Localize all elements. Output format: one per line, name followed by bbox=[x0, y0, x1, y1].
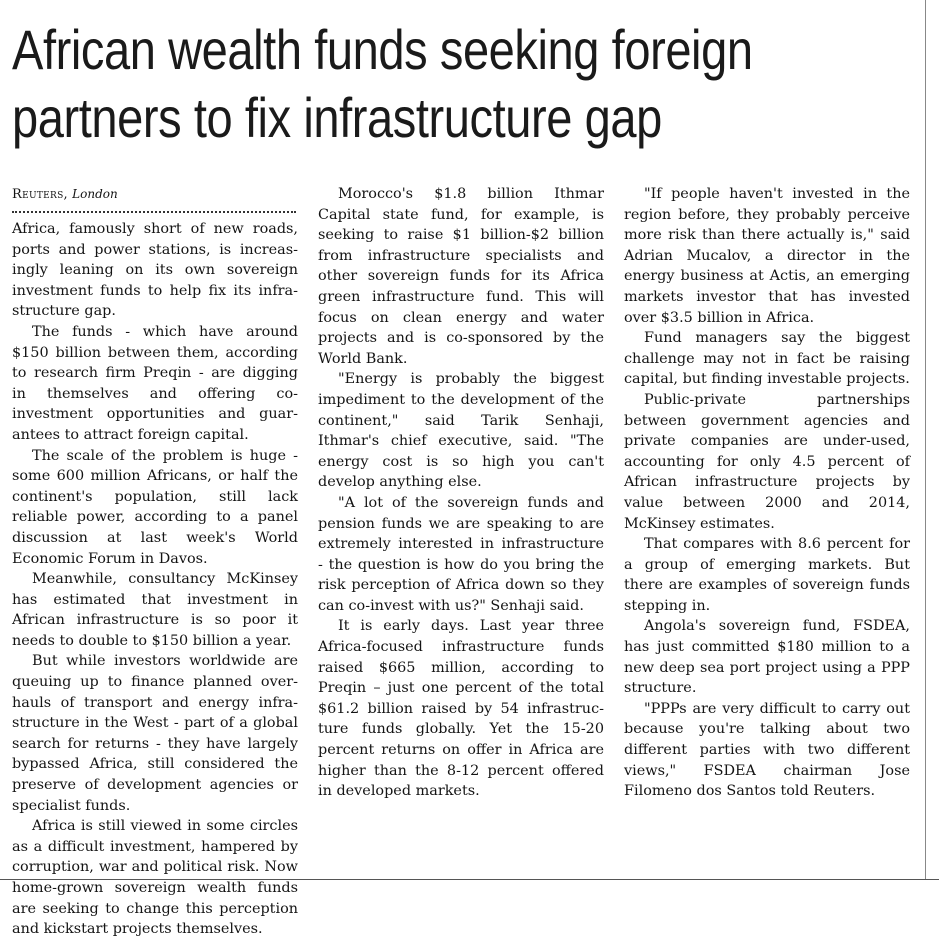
paragraph: It is early days. Last year three Africa-focused infrastructure funds raised $665 million, according to Preqin – just one percent of the total $61.2 billion raised by 54 infrastructure funds globally. Yet the 15-20 percent returns on offer in Africa are higher than the 8-12 percent offered in developed markets. bbox=[318, 618, 604, 800]
paragraph: "A lot of the sovereign funds and pension funds we are speaking to are extremely interested in infrastructure - the question is how do you bring the risk perception of Africa down so they can co-invest with us?" Senhaji said. bbox=[318, 494, 604, 614]
paragraph: But while investors worldwide are queuing up to finance planned overhauls of transport and energy infrastructure in the West - part of a global search for returns - they have largely bypassed Africa, still considered the preserve of development agencies or specialist funds. bbox=[12, 653, 298, 814]
paragraph: Africa, famously short of new roads, ports and power stations, is increasingly leaning on its own sovereign investment funds to help fix its infrastructure gap. bbox=[12, 221, 298, 320]
headline bbox=[12, 16, 919, 152]
paragraph: "Energy is probably the biggest impediment to the development of the continent," said Tarik Senhaji, Ithmar's chief executive, said. "The energy cost is so high you can't develop anything else. bbox=[318, 371, 604, 491]
column-3 bbox=[624, 184, 910, 802]
paragraph: The funds - which have around $150 billion between them, according to research firm Preqin - are digging in themselves and offering co-investment opportunities and guarantees to attract foreign capital. bbox=[12, 323, 298, 443]
column-2 bbox=[318, 184, 604, 802]
paragraph: Morocco's $1.8 billion Ithmar Capital state fund, for example, is seeking to raise $1 billion-$2 billion from infrastructure specialists and other sovereign funds for its Africa green infrastructure fund. This will focus on clean energy and water projects and is co-sponsored by the World Bank. bbox=[318, 186, 604, 367]
headline-line-2: partners to fix infrastructure gap bbox=[12, 86, 662, 149]
paragraph: That compares with 8.6 percent for a group of emerging markets. But there are examples of sovereign funds stepping in. bbox=[624, 536, 910, 614]
byline-city: London bbox=[72, 187, 118, 201]
byline-agency: Reuters, bbox=[12, 187, 68, 202]
paragraph: The scale of the problem is huge - some 600 million Africans, or half the continent's population, still lack reliable power, according to a panel discussion at last week's World Economic Forum in Davos. bbox=[12, 447, 298, 567]
headline-line-1: African wealth funds seeking foreign bbox=[12, 18, 753, 81]
column-1 bbox=[12, 184, 298, 940]
paragraph: "PPPs are very difficult to carry out because you're talking about two different parties with two different views," FSDEA chairman Jose Filomeno dos Santos told Reuters. bbox=[624, 700, 910, 800]
bottom-rule bbox=[0, 879, 939, 880]
paragraph: Meanwhile, consultancy McKinsey has estimated that investment in African infrastructure is so poor it needs to double to $150 billion a year. bbox=[12, 571, 298, 649]
paragraph: "If people haven't invested in the region before, they probably perceive more risk than there actually is," said Adrian Mucalov, a director in the energy business at Actis, an emerging markets investor that has invested over $3.5 billion in Africa. bbox=[624, 186, 910, 326]
paragraph: Fund managers say the biggest challenge may not in fact be raising capital, but finding investable projects. bbox=[624, 330, 910, 388]
article-body bbox=[12, 184, 912, 938]
column-rule-right bbox=[925, 0, 926, 880]
byline bbox=[12, 184, 298, 205]
paragraph: Africa is still viewed in some circles as a difficult investment, hampered by corruption, war and political risk. Now home-grown sovereign wealth funds are seeking to change this perception and kickstart projects themselves. bbox=[12, 818, 298, 938]
byline-divider bbox=[12, 211, 296, 213]
paragraph: Angola's sovereign fund, FSDEA, has just committed $180 million to a new deep sea port project using a PPP structure. bbox=[624, 618, 910, 697]
paragraph: Public-private partnerships between government agencies and private companies are under-used, accounting for only 4.5 percent of African infrastructure projects by value between 2000 and 2014, McKinsey estimates. bbox=[624, 391, 910, 532]
